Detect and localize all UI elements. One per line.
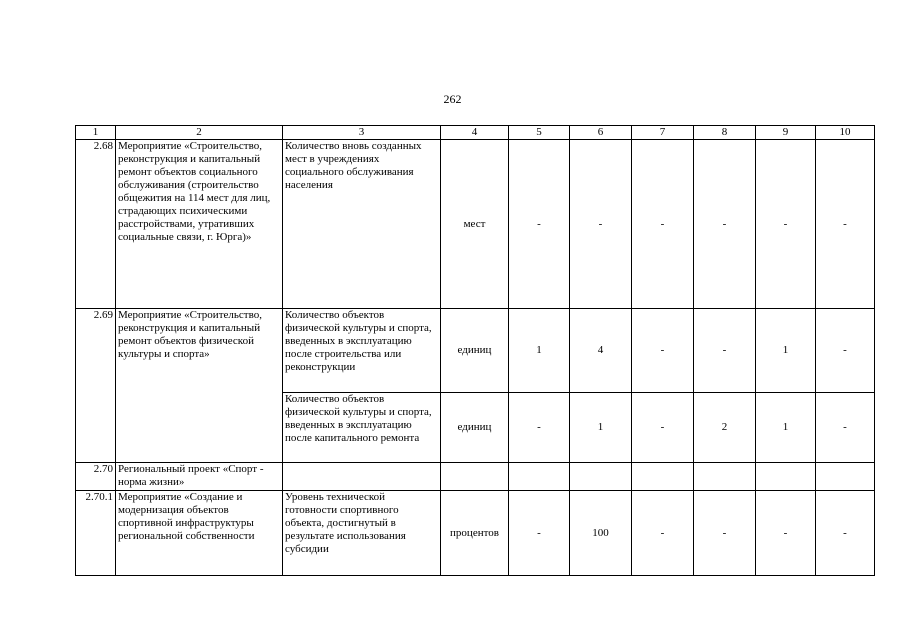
value-cell: - [694,491,756,576]
indicator-cell: Количество вновь созданных мест в учреждениях социального обслуживания населения [283,140,441,309]
value-cell [816,463,875,491]
indicators-table [75,125,875,576]
value-cell: - [816,393,875,463]
header-cell: 9 [756,126,816,140]
value-cell [756,463,816,491]
value-cell: - [509,491,570,576]
value-cell: - [694,140,756,309]
value-cell: - [509,393,570,463]
value-cell: - [632,491,694,576]
unit-cell: единиц [441,309,509,393]
header-row [76,126,875,140]
value-cell: - [632,140,694,309]
header-cell: 6 [570,126,632,140]
header-cell: 3 [283,126,441,140]
table-row [76,309,875,393]
value-cell: - [570,140,632,309]
value-cell [632,463,694,491]
page-number: 262 [443,92,462,106]
value-cell: - [694,309,756,393]
value-cell: - [816,491,875,576]
unit-cell [441,463,509,491]
header-cell: 1 [76,126,116,140]
value-cell: - [509,140,570,309]
row-number: 2.69 [76,309,116,463]
event-cell: Мероприятие «Строительство, реконструкция и капитальный ремонт объектов физической культуры и спорта» [116,309,283,463]
value-cell: 1 [509,309,570,393]
value-cell: - [756,140,816,309]
value-cell: - [816,309,875,393]
value-cell: 1 [756,393,816,463]
value-cell: 100 [570,491,632,576]
value-cell: - [632,309,694,393]
unit-cell: процентов [441,491,509,576]
event-cell: Региональный проект «Спорт - норма жизни» [116,463,283,491]
indicator-cell: Количество объектов физической культуры и спорта, введенных в эксплуатацию после строительства или реконструкции [283,309,441,393]
header-cell: 4 [441,126,509,140]
table-row [76,140,875,309]
value-cell: 4 [570,309,632,393]
indicator-cell: Количество объектов физической культуры и спорта, введенных в эксплуатацию после капитального ремонта [283,393,441,463]
value-cell: - [756,491,816,576]
unit-cell: мест [441,140,509,309]
row-number: 2.70 [76,463,116,491]
table-row [76,491,875,576]
indicator-cell [283,463,441,491]
unit-cell: единиц [441,393,509,463]
header-cell: 5 [509,126,570,140]
row-number: 2.68 [76,140,116,309]
event-cell: Мероприятие «Создание и модернизация объектов спортивной инфраструктуры региональной собственности [116,491,283,576]
value-cell [570,463,632,491]
indicator-cell: Уровень технической готовности спортивного объекта, достигнутый в результате использования субсидии [283,491,441,576]
table-row [76,463,875,491]
value-cell [509,463,570,491]
header-cell: 8 [694,126,756,140]
event-cell: Мероприятие «Строительство, реконструкция и капитальный ремонт объектов социального обслуживания (строительство общежития на 114 мест для лиц, страдающих психическими расстройствами, утративших социальные связи, г. Юрга)» [116,140,283,309]
header-cell: 7 [632,126,694,140]
value-cell: 1 [756,309,816,393]
value-cell: - [632,393,694,463]
value-cell: - [816,140,875,309]
value-cell: 1 [570,393,632,463]
value-cell: 2 [694,393,756,463]
header-cell: 2 [116,126,283,140]
row-number: 2.70.1 [76,491,116,576]
value-cell [694,463,756,491]
header-cell: 10 [816,126,875,140]
